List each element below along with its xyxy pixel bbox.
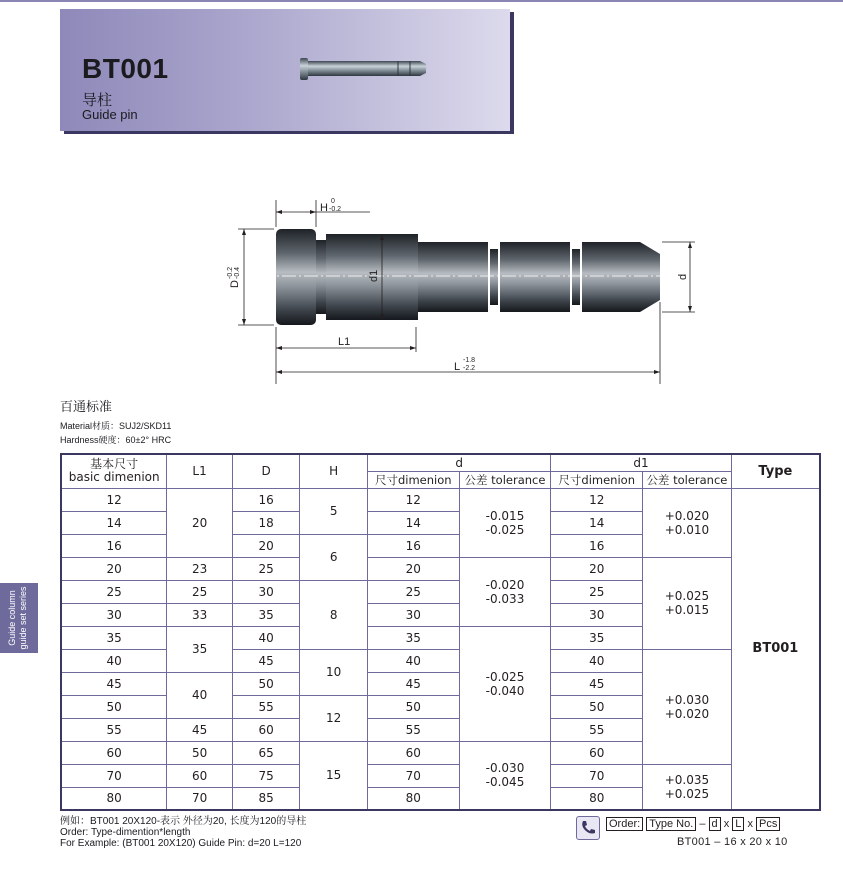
cell-d: 20 [367, 557, 459, 580]
cell-basic: 45 [61, 672, 167, 695]
order-d: d [709, 817, 721, 831]
cell-big-d: 85 [232, 787, 300, 810]
cell-big-d: 30 [232, 580, 300, 603]
guide-pin-thumbnail-icon [298, 53, 428, 83]
example-cn: 例如：BT001 20X120-表示 外径为20, 长度为120的导柱 [60, 816, 307, 827]
dimension-table [60, 453, 821, 811]
l-dim-label: L [454, 361, 461, 373]
header-type: Type [731, 454, 820, 488]
cell-big-d: 40 [232, 626, 300, 649]
cell-d: 80 [367, 787, 459, 810]
cell-d: 50 [367, 695, 459, 718]
cell-d-tol: -0.030 -0.045 [459, 741, 551, 810]
cell-l1: 45 [167, 718, 233, 741]
cell-h: 8 [300, 580, 368, 649]
cell-d-tol: -0.015 -0.025 [459, 488, 551, 557]
l1-dim-label: L1 [338, 336, 351, 348]
guide-pin-technical-drawing [220, 192, 710, 387]
cell-big-d: 45 [232, 649, 300, 672]
cell-big-d: 20 [232, 534, 300, 557]
cell-h: 15 [300, 741, 368, 810]
cell-d: 55 [367, 718, 459, 741]
cell-big-d: 50 [232, 672, 300, 695]
cell-d: 35 [367, 626, 459, 649]
phone-icon [576, 816, 600, 840]
side-tab-line2: guide set series [18, 586, 28, 650]
h-dim-lower: -0.2 [329, 206, 342, 213]
header-d-tol: 公差 tolerance [459, 471, 551, 488]
cell-d: 60 [367, 741, 459, 764]
side-tab-line1: Guide column [7, 590, 17, 646]
cell-d1: 12 [551, 488, 643, 511]
cell-big-d: 65 [232, 741, 300, 764]
cell-basic: 50 [61, 695, 167, 718]
cell-d: 25 [367, 580, 459, 603]
h-dim-upper: 0 [331, 198, 335, 205]
cell-big-d: 35 [232, 603, 300, 626]
order-x2: x [747, 818, 753, 830]
cell-l1: 40 [167, 672, 233, 718]
product-header [60, 9, 510, 131]
header-basic-en: basic dimenion [68, 470, 160, 485]
cell-l1: 23 [167, 557, 233, 580]
cell-h: 5 [300, 488, 368, 534]
product-code: BT001 [82, 53, 169, 84]
cell-d1-tol: +0.025 +0.015 [643, 557, 732, 649]
header-d: d [367, 454, 550, 471]
cell-big-d: 60 [232, 718, 300, 741]
cell-d1: 60 [551, 741, 643, 764]
cell-basic: 70 [61, 764, 167, 787]
cell-h: 6 [300, 534, 368, 580]
side-section-tab [0, 583, 38, 653]
header-big-d: D [232, 454, 300, 488]
standard-title: 百通标准 [60, 399, 113, 414]
d-dim-label: d [677, 273, 689, 280]
cell-d-tol: -0.025 -0.040 [459, 626, 551, 741]
order-format: Order: Type-dimention*length [60, 827, 191, 838]
cell-d: 30 [367, 603, 459, 626]
cell-big-d: 18 [232, 511, 300, 534]
cell-basic: 14 [61, 511, 167, 534]
cell-type: BT001 [731, 488, 820, 810]
order-x1: x [723, 818, 730, 830]
big-d-dim-lower: -0.4 [234, 266, 241, 279]
cell-d1: 30 [551, 603, 643, 626]
cell-big-d: 25 [232, 557, 300, 580]
cell-l1: 25 [167, 580, 233, 603]
cell-d-tol: -0.020 -0.033 [459, 557, 551, 626]
cell-d: 45 [367, 672, 459, 695]
cell-basic: 60 [61, 741, 167, 764]
example-en: For Example: (BT001 20X120) Guide Pin: d=20 L=120 [60, 838, 302, 849]
cell-d1: 25 [551, 580, 643, 603]
cell-d: 40 [367, 649, 459, 672]
cell-d1-tol: +0.035 +0.025 [643, 764, 732, 810]
header-d1-size: 尺寸dimenion [551, 471, 643, 488]
cell-l1: 20 [167, 488, 233, 557]
cell-basic: 55 [61, 718, 167, 741]
cell-l1: 33 [167, 603, 233, 626]
cell-d1: 55 [551, 718, 643, 741]
order-formula [606, 818, 780, 830]
cell-big-d: 75 [232, 764, 300, 787]
cell-d: 70 [367, 764, 459, 787]
l-dim-lower: -2.2 [463, 365, 476, 372]
cell-basic: 40 [61, 649, 167, 672]
cell-l1: 60 [167, 764, 233, 787]
header-l1: L1 [167, 454, 233, 488]
cell-basic: 16 [61, 534, 167, 557]
product-name-cn: 导柱 [82, 92, 113, 109]
cell-d1: 45 [551, 672, 643, 695]
order-box [576, 816, 826, 852]
order-type-no: Type No. [646, 817, 696, 831]
cell-basic: 25 [61, 580, 167, 603]
cell-l1: 50 [167, 741, 233, 764]
cell-d1: 80 [551, 787, 643, 810]
cell-d1: 16 [551, 534, 643, 557]
material-line: Material材质：SUJ2/SKD11 [60, 421, 172, 431]
cell-d1: 70 [551, 764, 643, 787]
big-d-dim-upper: -0.2 [227, 266, 234, 279]
l-dim-upper: -1.8 [463, 357, 476, 364]
product-name-en: Guide pin [82, 107, 138, 122]
cell-basic: 20 [61, 557, 167, 580]
cell-d1: 20 [551, 557, 643, 580]
order-label: Order: [606, 817, 643, 831]
order-l: L [732, 817, 744, 831]
cell-d: 16 [367, 534, 459, 557]
cell-d1: 14 [551, 511, 643, 534]
cell-l1: 70 [167, 787, 233, 810]
header-d-size: 尺寸dimenion [367, 471, 459, 488]
header-basic [61, 454, 167, 488]
header-basic-cn: 基本尺寸 [90, 457, 139, 472]
cell-basic: 30 [61, 603, 167, 626]
big-d-dim-label: D [229, 280, 241, 288]
cell-h: 12 [300, 695, 368, 741]
order-example: BT001 – 16 x 20 x 10 [677, 836, 788, 848]
cell-d: 12 [367, 488, 459, 511]
top-border-line [0, 0, 843, 2]
cell-basic: 12 [61, 488, 167, 511]
cell-basic: 80 [61, 787, 167, 810]
order-pcs: Pcs [756, 817, 780, 831]
cell-basic: 35 [61, 626, 167, 649]
header-d1-tol: 公差 tolerance [643, 471, 732, 488]
cell-h: 10 [300, 649, 368, 695]
cell-d1: 50 [551, 695, 643, 718]
header-d1: d1 [551, 454, 731, 471]
cell-l1: 35 [167, 626, 233, 672]
cell-d1: 35 [551, 626, 643, 649]
hardness-line: Hardness硬度：60±2° HRC [60, 435, 172, 445]
order-dash: – [699, 818, 706, 830]
cell-d: 14 [367, 511, 459, 534]
header-h: H [300, 454, 368, 488]
cell-big-d: 55 [232, 695, 300, 718]
h-dim-label: H [320, 202, 328, 214]
cell-d1-tol: +0.030 +0.020 [643, 649, 732, 764]
cell-big-d: 16 [232, 488, 300, 511]
d1-dim-label: d1 [368, 269, 380, 282]
cell-d1-tol: +0.020 +0.010 [643, 488, 732, 557]
cell-d1: 40 [551, 649, 643, 672]
